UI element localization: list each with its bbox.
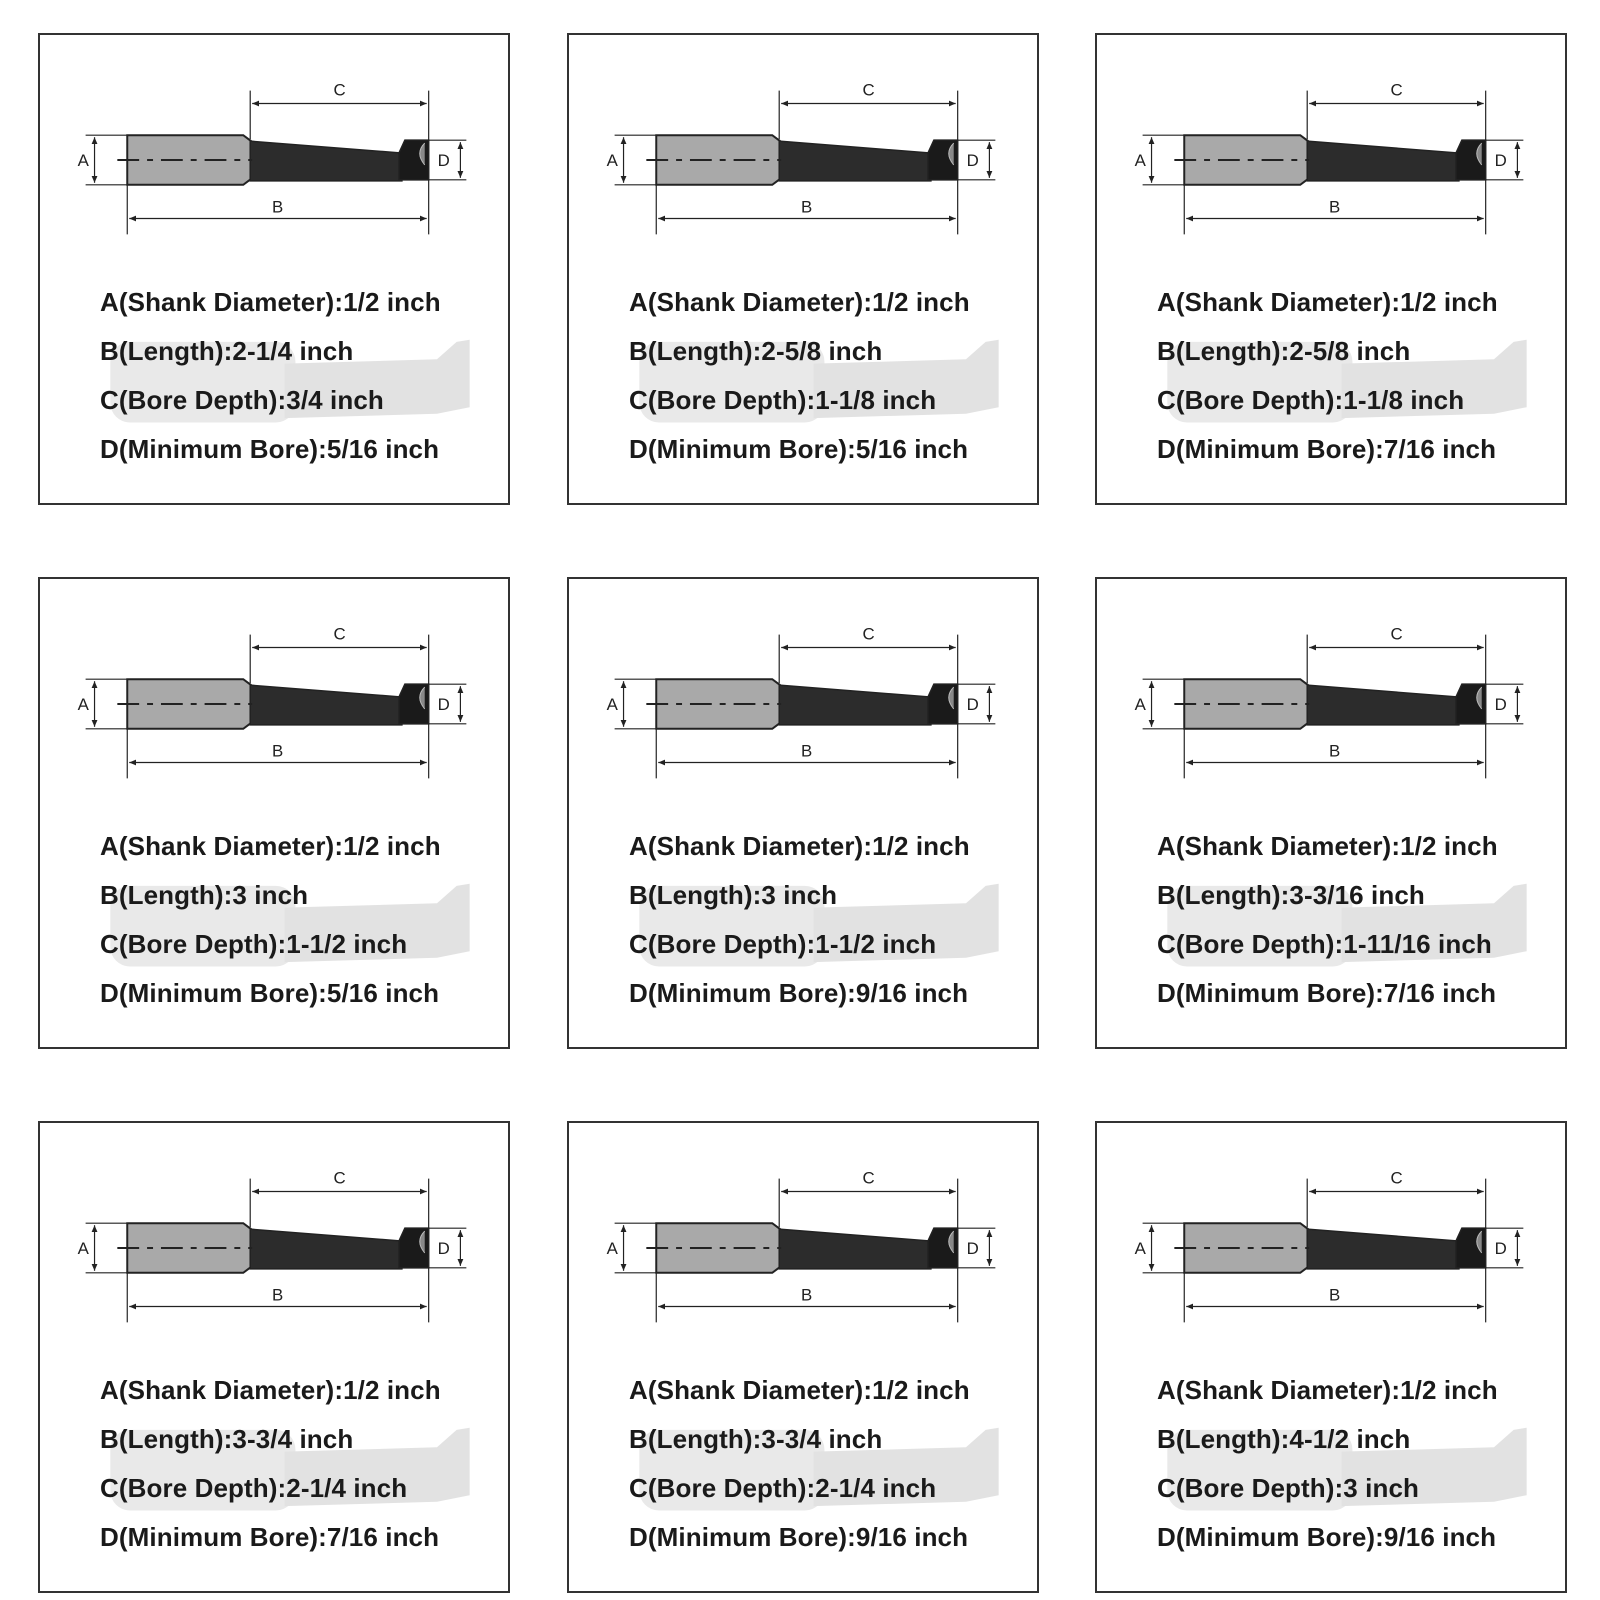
- spec-shank-diameter: A(Shank Diameter):1/2 inch: [1157, 1375, 1498, 1405]
- spec-shank-diameter: A(Shank Diameter):1/2 inch: [629, 287, 970, 317]
- dim-d-label: D: [1494, 150, 1507, 170]
- dim-d-label: D: [966, 150, 979, 170]
- spec-length: B(Length):3 inch: [629, 880, 838, 910]
- dim-d-label: D: [1494, 694, 1507, 714]
- spec-bore-depth: C(Bore Depth):3/4 inch: [100, 385, 384, 415]
- blade-shape: [779, 1229, 931, 1269]
- dim-b-label: B: [801, 1285, 813, 1305]
- boring-bar-diagram: [40, 1123, 508, 1373]
- spec-length: B(Length):2-1/4 inch: [100, 336, 354, 366]
- spec-minimum-bore: D(Minimum Bore):5/16 inch: [629, 434, 969, 464]
- shank-shape: [127, 135, 251, 185]
- spec-length: B(Length):2-5/8 inch: [629, 336, 883, 366]
- dim-b-label: B: [272, 197, 284, 217]
- dim-a-label: A: [1134, 694, 1146, 714]
- blade-shape: [1307, 141, 1459, 181]
- dim-b-label: B: [272, 1285, 284, 1305]
- boring-bar-diagram: [1097, 35, 1565, 285]
- dim-d-label: D: [1494, 1238, 1507, 1258]
- dim-c-label: C: [1390, 624, 1403, 644]
- dim-a-label: A: [77, 150, 89, 170]
- spec-bore-depth: C(Bore Depth):1-1/8 inch: [629, 385, 937, 415]
- dim-d-label: D: [966, 694, 979, 714]
- spec-length: B(Length):3-3/16 inch: [1157, 880, 1425, 910]
- spec-length: B(Length):2-5/8 inch: [1157, 336, 1411, 366]
- spec-card: [38, 1121, 510, 1593]
- blade-shape: [250, 1229, 402, 1269]
- spec-minimum-bore: D(Minimum Bore):7/16 inch: [1157, 978, 1497, 1008]
- shank-shape: [1184, 135, 1308, 185]
- blade-shape: [250, 685, 402, 725]
- dim-c-label: C: [862, 624, 875, 644]
- spec-card: [567, 33, 1039, 505]
- dim-a-label: A: [606, 1238, 618, 1258]
- blade-shape: [779, 685, 931, 725]
- shank-shape: [656, 1223, 780, 1273]
- dim-b-label: B: [801, 741, 813, 761]
- shank-shape: [656, 135, 780, 185]
- dim-b-label: B: [801, 197, 813, 217]
- dim-c-label: C: [1390, 80, 1403, 100]
- spec-bore-depth: C(Bore Depth):2-1/4 inch: [100, 1473, 408, 1503]
- dim-c-label: C: [862, 1168, 875, 1188]
- blade-shape: [1307, 685, 1459, 725]
- dim-a-label: A: [1134, 150, 1146, 170]
- shank-shape: [1184, 1223, 1308, 1273]
- dim-b-label: B: [272, 741, 284, 761]
- dim-b-label: B: [1329, 1285, 1341, 1305]
- spec-bore-depth: C(Bore Depth):1-11/16 inch: [1157, 929, 1492, 959]
- spec-shank-diameter: A(Shank Diameter):1/2 inch: [629, 1375, 970, 1405]
- dim-c-label: C: [862, 80, 875, 100]
- boring-bar-diagram: [569, 1123, 1037, 1373]
- spec-shank-diameter: A(Shank Diameter):1/2 inch: [100, 1375, 441, 1405]
- dim-c-label: C: [333, 80, 346, 100]
- spec-card: [38, 33, 510, 505]
- spec-minimum-bore: D(Minimum Bore):9/16 inch: [629, 1522, 969, 1552]
- dim-d-label: D: [966, 1238, 979, 1258]
- boring-bar-diagram: [40, 35, 508, 285]
- dim-d-label: D: [437, 150, 450, 170]
- dim-d-label: D: [437, 1238, 450, 1258]
- shank-shape: [127, 1223, 251, 1273]
- shank-shape: [127, 679, 251, 729]
- spec-length: B(Length):4-1/2 inch: [1157, 1424, 1411, 1454]
- spec-minimum-bore: D(Minimum Bore):5/16 inch: [100, 434, 440, 464]
- spec-bore-depth: C(Bore Depth):3 inch: [1157, 1473, 1419, 1503]
- boring-bar-diagram: [569, 35, 1037, 285]
- spec-card: [567, 1121, 1039, 1593]
- boring-bar-diagram: [569, 579, 1037, 829]
- dim-c-label: C: [333, 1168, 346, 1188]
- spec-card: [38, 577, 510, 1049]
- spec-minimum-bore: D(Minimum Bore):7/16 inch: [1157, 434, 1497, 464]
- boring-bar-diagram: [1097, 579, 1565, 829]
- spec-card: [567, 577, 1039, 1049]
- spec-card: [1095, 577, 1567, 1049]
- dim-a-label: A: [606, 150, 618, 170]
- dim-a-label: A: [606, 694, 618, 714]
- boring-bar-diagram: [1097, 1123, 1565, 1373]
- spec-length: B(Length):3 inch: [100, 880, 309, 910]
- spec-bore-depth: C(Bore Depth):1-1/8 inch: [1157, 385, 1465, 415]
- dim-d-label: D: [437, 694, 450, 714]
- spec-shank-diameter: A(Shank Diameter):1/2 inch: [629, 831, 970, 861]
- boring-bar-diagram: [40, 579, 508, 829]
- spec-bore-depth: C(Bore Depth):1-1/2 inch: [100, 929, 408, 959]
- spec-length: B(Length):3-3/4 inch: [100, 1424, 354, 1454]
- dim-a-label: A: [1134, 1238, 1146, 1258]
- blade-shape: [1307, 1229, 1459, 1269]
- spec-minimum-bore: D(Minimum Bore):7/16 inch: [100, 1522, 440, 1552]
- dim-c-label: C: [333, 624, 346, 644]
- shank-shape: [1184, 679, 1308, 729]
- spec-shank-diameter: A(Shank Diameter):1/2 inch: [1157, 831, 1498, 861]
- spec-minimum-bore: D(Minimum Bore):9/16 inch: [629, 978, 969, 1008]
- spec-length: B(Length):3-3/4 inch: [629, 1424, 883, 1454]
- spec-card: [1095, 33, 1567, 505]
- dim-c-label: C: [1390, 1168, 1403, 1188]
- spec-minimum-bore: D(Minimum Bore):5/16 inch: [100, 978, 440, 1008]
- dim-b-label: B: [1329, 197, 1341, 217]
- spec-shank-diameter: A(Shank Diameter):1/2 inch: [1157, 287, 1498, 317]
- spec-bore-depth: C(Bore Depth):1-1/2 inch: [629, 929, 937, 959]
- dim-a-label: A: [77, 1238, 89, 1258]
- dim-a-label: A: [77, 694, 89, 714]
- spec-shank-diameter: A(Shank Diameter):1/2 inch: [100, 831, 441, 861]
- blade-shape: [250, 141, 402, 181]
- spec-bore-depth: C(Bore Depth):2-1/4 inch: [629, 1473, 937, 1503]
- spec-minimum-bore: D(Minimum Bore):9/16 inch: [1157, 1522, 1497, 1552]
- dim-b-label: B: [1329, 741, 1341, 761]
- spec-shank-diameter: A(Shank Diameter):1/2 inch: [100, 287, 441, 317]
- spec-card: [1095, 1121, 1567, 1593]
- shank-shape: [656, 679, 780, 729]
- blade-shape: [779, 141, 931, 181]
